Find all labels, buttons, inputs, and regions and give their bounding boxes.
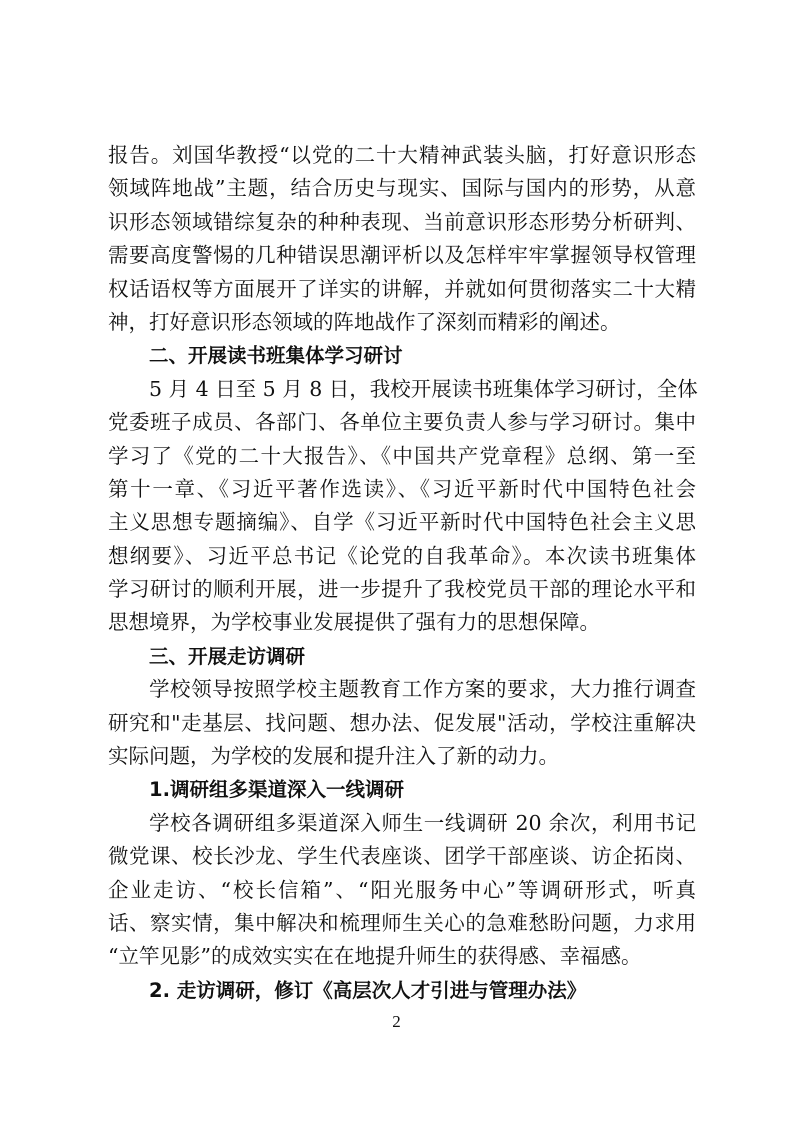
paragraph-line: 思想境界，为学校事业发展提供了强有力的思想保障。 <box>108 610 600 635</box>
paragraph-line: 报告。刘国华教授“以党的二十大精神武装头脑，打好意识形态 <box>108 143 696 167</box>
section-heading: 三、开展走访调研 <box>149 644 306 668</box>
paragraph-line: 需要高度警惕的几种错误思潮评析以及怎样牢牢掌握领导权管理 <box>108 243 696 268</box>
paragraph-line: 识形态领域错综复杂的种种表现、当前意识形态形势分析研判、 <box>108 209 696 234</box>
paragraph-line: 领域阵地战”主题，结合历史与现实、国际与国内的形势，从意 <box>108 176 696 201</box>
paragraph-line: 学校各调研组多渠道深入师生一线调研 20 余次，利用书记 <box>149 810 696 835</box>
paragraph-line: 权话语权等方面展开了详实的讲解，并就如何贯彻落实二十大精 <box>108 276 696 301</box>
section-heading: 1.调研组多渠道深入一线调研 <box>149 778 404 802</box>
paragraph-line: 学习了《党的二十大报告》、《中国共产党章程》总纲、第一至 <box>108 443 696 468</box>
paragraph-line: 微党课、校长沙龙、学生代表座谈、团学干部座谈、访企拓岗、 <box>108 844 696 869</box>
paragraph-line: 学校领导按照学校主题教育工作方案的要求，大力推行调查 <box>149 677 696 702</box>
paragraph-line: 5 月 4 日至 5 月 8 日，我校开展读书班集体学习研讨，全体 <box>149 376 698 401</box>
section-heading: 二、开展读书班集体学习研讨 <box>149 344 403 368</box>
paragraph-line: 话、察实情，集中解决和梳理师生关心的急难愁盼问题，力求用 <box>108 910 696 935</box>
paragraph-line: 研究和"走基层、找问题、想办法、促发展"活动，学校注重解决 <box>108 710 696 735</box>
paragraph-line: 企业走访、“校长信箱”、“阳光服务中心”等调研形式，听真 <box>108 877 696 902</box>
section-heading: 2. 走访调研，修订《高层次人才引进与管理办法》 <box>149 978 587 1002</box>
paragraph-line: “立竿见影”的成效实实在在地提升师生的获得感、幸福感。 <box>108 944 642 969</box>
paragraph-line: 神，打好意识形态领域的阵地战作了深刻而精彩的阐述。 <box>108 309 621 334</box>
paragraph-line: 主义思想专题摘编》、自学《习近平新时代中国特色社会主义思 <box>108 510 696 535</box>
paragraph-line: 想纲要》、习近平总书记《论党的自我革命》。本次读书班集体 <box>108 543 696 568</box>
paragraph-line: 实际问题，为学校的发展和提升注入了新的动力。 <box>108 744 559 769</box>
paragraph-line: 学习研讨的顺利开展，进一步提升了我校党员干部的理论水平和 <box>108 577 696 602</box>
page-number: 2 <box>392 1012 401 1031</box>
paragraph-line: 第十一章、《习近平著作选读》、《习近平新时代中国特色社会 <box>108 476 696 501</box>
document-body <box>108 139 696 1007</box>
paragraph-line: 党委班子成员、各部门、各单位主要负责人参与学习研讨。集中 <box>108 410 696 435</box>
